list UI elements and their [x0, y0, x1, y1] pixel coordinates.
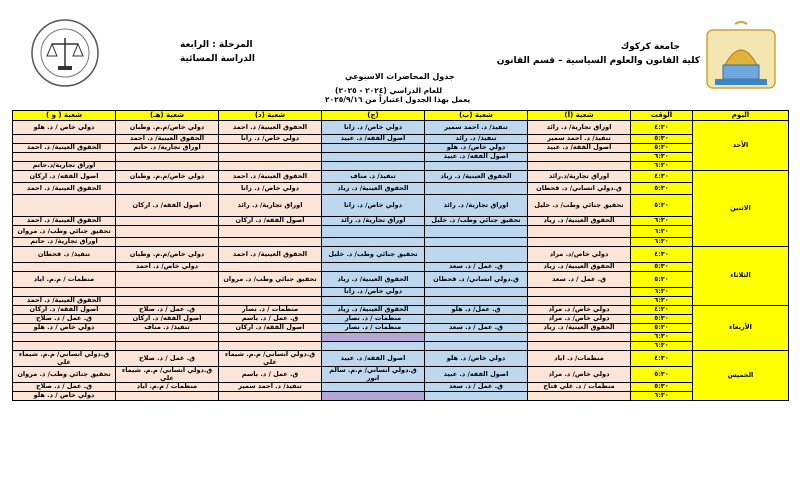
time-cell: ٤:٣٠: [631, 351, 693, 367]
time-cell: ٦:٣٠: [631, 162, 693, 171]
schedule-cell: ق.دولي انساني/ م.م. شيماء علي: [116, 367, 219, 383]
schedule-cell: [219, 153, 322, 162]
schedule-cell: ق. عمل / د. صلاح: [13, 315, 116, 324]
schedule-cell: الحقوق العينية/ د. زياد: [322, 306, 425, 315]
schedule-cell: [116, 226, 219, 238]
schedule-cell: ق.دولي انساني/ د. قحطان: [528, 183, 631, 195]
schedule-cell: اصول الفقه/ د. اركان: [116, 315, 219, 324]
table-row: [13, 342, 789, 351]
schedule-cell: [322, 144, 425, 153]
table-row: [13, 153, 789, 162]
schedule-cell: [528, 238, 631, 247]
table-header-row: [13, 111, 789, 121]
schedule-cell: الحقوق العينية/ د. احمد: [219, 121, 322, 135]
schedule-cell: دولي خاص / د. هلو: [13, 121, 116, 135]
table-row: [13, 392, 789, 401]
schedule-cell: [116, 217, 219, 226]
schedule-cell: تنفيذ/ د. قحطان: [13, 247, 116, 263]
schedule-cell: دولي خاص/ د. مراد: [528, 315, 631, 324]
college-logo: [30, 18, 100, 88]
schedule-cell: تنفيذ/ د. احمد سمير: [219, 383, 322, 392]
schedule-cell: [13, 342, 116, 351]
table-row: [13, 306, 789, 315]
schedule-cell: [116, 288, 219, 297]
schedule-cell: [219, 288, 322, 297]
schedule-cell: ق. عمل / د. سعد: [425, 263, 528, 272]
schedule-cell: ق. عمل / د. صلاح: [13, 383, 116, 392]
column-header-section-d: شعبة (د): [219, 111, 322, 121]
schedule-cell: [116, 392, 219, 401]
schedule-cell: اصول الفقه/ د. عبيد: [425, 367, 528, 383]
schedule-cell: الحقوق العينية/ د. احمد: [13, 144, 116, 153]
schedule-cell: ق. عمل / د. صلاح: [116, 306, 219, 315]
schedule-cell: تنفيذ/ د. احمد سمير: [528, 135, 631, 144]
schedule-cell: [322, 342, 425, 351]
time-cell: ٥:٣٠: [631, 324, 693, 333]
time-cell: ٥:٣٠: [631, 135, 693, 144]
schedule-cell: الحقوق العينية/ د. زياد: [528, 217, 631, 226]
schedule-cell: [528, 342, 631, 351]
schedule-cell: تحقيق جنائي وطب/ د. مروان: [13, 226, 116, 238]
time-cell: ٦:٣٠: [631, 288, 693, 297]
schedule-cell: [425, 247, 528, 263]
schedule-cell: [322, 153, 425, 162]
table-row: [13, 121, 789, 135]
schedule-cell: ق. عمل/ د. هلو: [425, 306, 528, 315]
schedule-cell: ق. عمل / د. سعد: [425, 383, 528, 392]
table-row: [13, 288, 789, 297]
time-cell: ٥:٣٠: [631, 272, 693, 288]
schedule-cell: [528, 333, 631, 342]
table-row: [13, 195, 789, 217]
time-cell: ٥:٣٠: [631, 183, 693, 195]
time-cell: ٥:٣٠: [631, 383, 693, 392]
table-row: [13, 383, 789, 392]
schedule-cell: [528, 162, 631, 171]
day-cell: الأحد: [693, 121, 789, 171]
schedule-cell: [116, 333, 219, 342]
university-dome-icon: [705, 20, 777, 90]
schedule-cell: [322, 226, 425, 238]
schedule-cell: اصول الفقه/ د. عبيد: [322, 135, 425, 144]
schedule-cell: اوراق تجارية/د.رائد: [528, 171, 631, 183]
table-row: [13, 144, 789, 153]
schedule-cell: الحقوق العينية/ د. احمد: [116, 135, 219, 144]
schedule-cell: ق.دولي انساني/ م.م. سالم انور: [322, 367, 425, 383]
schedule-cell: الحقوق العينية/ د. زياد: [322, 272, 425, 288]
time-cell: ٦:٣٠: [631, 392, 693, 401]
time-cell: ٥:٣٠: [631, 263, 693, 272]
schedule-cell: [219, 392, 322, 401]
column-header-section-c: (ج): [322, 111, 425, 121]
table-row: [13, 367, 789, 383]
schedule-cell: تنفيذ/ د. مناف: [322, 171, 425, 183]
time-cell: ٥:٣٠: [631, 144, 693, 153]
time-cell: ٦:٣٠: [631, 333, 693, 342]
university-name: جامعة كركوك: [620, 42, 680, 52]
schedule-cell: [116, 162, 219, 171]
schedule-cell: الحقوق العينية/ د. احمد: [219, 171, 322, 183]
time-cell: ٦:٣٠: [631, 297, 693, 306]
day-cell: الثلاثاء: [693, 247, 789, 306]
university-logo: [705, 20, 777, 90]
table-row: [13, 297, 789, 306]
schedule-cell: دولي خاص / د. هلو: [13, 324, 116, 333]
schedule-cell: دولي خاص/ د. هلو: [425, 144, 528, 153]
column-header-section-e: شعبة (هـ): [116, 111, 219, 121]
schedule-cell: ق. عمل / د. سعد: [425, 324, 528, 333]
table-row: [13, 162, 789, 171]
column-header-section-a: شعبة (أ): [528, 111, 631, 121]
column-header-day: اليوم: [693, 111, 789, 121]
schedule-cell: ق.دولي انساني/ د. قحطان: [425, 272, 528, 288]
schedule-cell: منظمات / م.م. اياد: [116, 383, 219, 392]
schedule-cell: [425, 288, 528, 297]
schedule-cell: [322, 333, 425, 342]
schedule-cell: دولي خاص/ د. احمد: [116, 263, 219, 272]
schedule-cell: اوراق تجارية/ د. رائد: [219, 195, 322, 217]
schedule-cell: [528, 226, 631, 238]
schedule-cell: [425, 226, 528, 238]
schedule-cell: [116, 153, 219, 162]
schedule-cell: [528, 297, 631, 306]
schedule-cell: [322, 238, 425, 247]
schedule-cell: [528, 153, 631, 162]
schedule-cell: [219, 144, 322, 153]
schedule-cell: اصول الفقه/ د. اركان: [219, 217, 322, 226]
schedule-table: [12, 110, 789, 401]
table-row: [13, 183, 789, 195]
table-row: [13, 171, 789, 183]
time-cell: ٤:٣٠: [631, 306, 693, 315]
schedule-cell: [425, 183, 528, 195]
time-cell: ٥:٣٠: [631, 195, 693, 217]
table-row: [13, 238, 789, 247]
schedule-cell: [219, 162, 322, 171]
schedule-cell: دولي خاص/ د. زانا: [219, 135, 322, 144]
schedule-cell: منظمات / د. نصار: [322, 315, 425, 324]
table-row: [13, 333, 789, 342]
schedule-cell: تنفيذ/ د. احمد سمير: [425, 121, 528, 135]
schedule-cell: تنفيذ/ د. رائد: [425, 135, 528, 144]
schedule-cell: اصول الفقه/ د. عبيد: [322, 351, 425, 367]
table-row: [13, 272, 789, 288]
schedule-cell: اصول الفقه/ د. اركان: [13, 171, 116, 183]
schedule-cell: منظمات / د. علي فتاح: [528, 383, 631, 392]
academic-year: للعام الدراسي (٢٠٢٤ - ٢٠٢٥): [335, 86, 443, 95]
schedule-cell: دولي خاص / د. هلو: [13, 392, 116, 401]
schedule-cell: الحقوق العينية/ د. احمد: [13, 183, 116, 195]
schedule-cell: اوراق تجارية/ د. رائد: [322, 217, 425, 226]
schedule-cell: [13, 263, 116, 272]
schedule-cell: [322, 263, 425, 272]
schedule-cell: اوراق تجارية/د.حاتم: [13, 162, 116, 171]
schedule-cell: [13, 333, 116, 342]
schedule-cell: ق. عمل / د. باسم: [219, 367, 322, 383]
schedule-cell: دولي خاص/ د. زانا: [322, 121, 425, 135]
schedule-cell: [219, 238, 322, 247]
schedule-cell: [528, 288, 631, 297]
time-cell: ٥:٣٠: [631, 367, 693, 383]
schedule-cell: الحقوق العينية/ د. زياد: [528, 263, 631, 272]
schedule-cell: تحقيق جنائي وطب/ د. خليل: [322, 247, 425, 263]
schedule-cell: اوراق تجارية/ د. رائد: [528, 121, 631, 135]
schedule-cell: ق. عمل / د. باسم: [219, 315, 322, 324]
day-cell: الخميس: [693, 351, 789, 401]
schedule-cell: [13, 135, 116, 144]
schedule-cell: [425, 342, 528, 351]
schedule-cell: تحقيق جنائي وطب/ د. مروان: [13, 367, 116, 383]
schedule-cell: اوراق تجارية/ د. حاتم: [116, 144, 219, 153]
schedule-cell: اصول الفقه/ د. اركان: [116, 195, 219, 217]
table-row: [13, 135, 789, 144]
schedule-cell: اصول الفقه/ د. عبيد: [528, 144, 631, 153]
schedule-cell: [425, 392, 528, 401]
schedule-cell: [322, 162, 425, 171]
table-row: [13, 217, 789, 226]
schedule-cell: [13, 153, 116, 162]
table-row: [13, 315, 789, 324]
effective-date: يعمل بهذا الجدول اعتباراً من ٢٠٢٥/٩/١٦: [325, 95, 471, 104]
time-cell: ٦:٣٠: [631, 226, 693, 238]
schedule-cell: منظمات / د. نصار: [219, 306, 322, 315]
schedule-cell: اصول الفقه/ د. اركان: [219, 324, 322, 333]
schedule-cell: [116, 342, 219, 351]
time-cell: ٦:٣٠: [631, 217, 693, 226]
schedule-cell: [219, 263, 322, 272]
schedule-cell: ق.دولي انساني/ م.م. شيماء علي: [219, 351, 322, 367]
table-row: [13, 324, 789, 333]
schedule-cell: دولي خاص/ د. مراد: [528, 367, 631, 383]
schedule-cell: [219, 333, 322, 342]
schedule-cell: دولي خاص/ د. زانا: [219, 183, 322, 195]
schedule-cell: دولي خاص/م.م. وطبان: [116, 121, 219, 135]
schedule-cell: [528, 392, 631, 401]
schedule-cell: [116, 297, 219, 306]
day-cell: الاثنين: [693, 171, 789, 247]
schedule-cell: [425, 333, 528, 342]
schedule-cell: [219, 226, 322, 238]
schedule-cell: الحقوق العينية/ د. احمد: [13, 297, 116, 306]
schedule-cell: دولي خاص/ د. هلو: [425, 351, 528, 367]
schedule-cell: تحقيق جنائي وطب/ د. مروان: [219, 272, 322, 288]
schedule-cell: [13, 288, 116, 297]
schedule-cell: منظمات / م.م. اياد: [13, 272, 116, 288]
schedule-cell: دولي خاص/ د. مراد: [528, 306, 631, 315]
schedule-cell: [219, 342, 322, 351]
schedule-title: جدول المحاضرات الاسبوعي: [345, 72, 455, 81]
schedule-cell: الحقوق العينية/ د. زياد: [425, 171, 528, 183]
schedule-cell: تنفيذ/ د. مناف: [116, 324, 219, 333]
schedule-cell: اصول الفقه/ د. اركان: [13, 306, 116, 315]
schedule-cell: دولي خاص/م.م. وطبان: [116, 171, 219, 183]
schedule-cell: [425, 315, 528, 324]
schedule-cell: [425, 238, 528, 247]
schedule-cell: دولي خاص/د. مراد: [528, 247, 631, 263]
schedule-cell: [13, 195, 116, 217]
schedule-cell: اصول الفقه/ د. عبيد: [425, 153, 528, 162]
stage-label: المرحلة : الرابعة: [180, 40, 253, 50]
schedule-cell: [219, 297, 322, 306]
schedule-cell: اوراق تجارية/ د. حاتم: [13, 238, 116, 247]
time-cell: ٤:٣٠: [631, 247, 693, 263]
time-cell: ٦:٣٠: [631, 153, 693, 162]
schedule-cell: دولي خاص/ د. زانا: [322, 195, 425, 217]
schedule-cell: الحقوق العينية/ د. زياد: [528, 324, 631, 333]
column-header-section-f: شعبة ( و ): [13, 111, 116, 121]
schedule-cell: [425, 297, 528, 306]
schedule-cell: [322, 392, 425, 401]
table-row: [13, 226, 789, 238]
schedule-cell: دولي خاص/م.م. وطبان: [116, 247, 219, 263]
time-cell: ٤:٣٠: [631, 171, 693, 183]
table-row: [13, 247, 789, 263]
table-row: [13, 263, 789, 272]
column-header-time: الوقت: [631, 111, 693, 121]
schedule-cell: منظمات / د. نصار: [322, 324, 425, 333]
college-seal-icon: [30, 18, 100, 88]
schedule-cell: [116, 272, 219, 288]
schedule-cell: الحقوق العينية/ د. زياد: [322, 183, 425, 195]
column-header-section-b: شعبة (ب): [425, 111, 528, 121]
time-cell: ٦:٣٠: [631, 238, 693, 247]
college-name: كلية القانون والعلوم السياسية – قسم القانون: [496, 56, 700, 66]
schedule-cell: [322, 383, 425, 392]
schedule-cell: [322, 297, 425, 306]
time-cell: ٦:٣٠: [631, 342, 693, 351]
schedule-cell: اوراق تجارية/ د. رائد: [425, 195, 528, 217]
day-cell: الأربعاء: [693, 306, 789, 351]
schedule-cell: دولي خاص/ د. زانا: [322, 288, 425, 297]
schedule-cell: ق.دولي انساني/ م.م. شيماء علي: [13, 351, 116, 367]
time-cell: ٤:٣٠: [631, 121, 693, 135]
schedule-cell: منظمات/ د. اياد: [528, 351, 631, 367]
time-cell: ٥:٣٠: [631, 315, 693, 324]
schedule-cell: تحقيق جنائي وطب/ د. خليل: [528, 195, 631, 217]
schedule-cell: [116, 238, 219, 247]
schedule-cell: [425, 162, 528, 171]
study-type-label: الدراسة المسائية: [180, 54, 255, 64]
schedule-cell: [116, 183, 219, 195]
schedule-cell: الحقوق العينية/ د. احمد: [219, 247, 322, 263]
schedule-cell: تحقيق جنائي وطب/ د. خليل: [425, 217, 528, 226]
schedule-cell: ق. عمل / د. سعد: [528, 272, 631, 288]
schedule-cell: ق. عمل / د. صلاح: [116, 351, 219, 367]
table-row: [13, 351, 789, 367]
schedule-cell: الحقوق العينية/ د. احمد: [13, 217, 116, 226]
